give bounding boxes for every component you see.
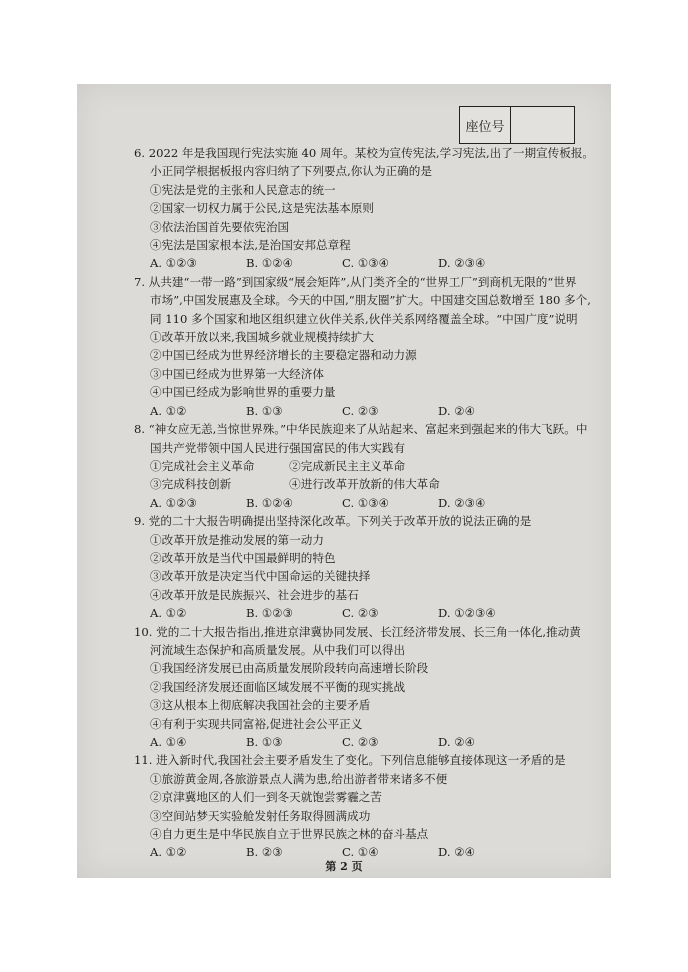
question-list [134,144,604,862]
question-10 [134,623,604,752]
seat-label: 座位号 [460,107,511,143]
option-c: C. ①③④ [342,256,390,271]
statement: ②改革开放是当代中国最鲜明的特色 [150,550,336,565]
statement: ③改革开放是决定当代中国命运的关键抉择 [150,569,371,584]
statement: ②中国已经成为世界经济增长的主要稳定器和动力源 [150,348,417,363]
option-d: D. ①②③④ [438,606,496,621]
statement: ④宪法是国家根本法,是治国安邦总章程 [150,238,351,253]
question-stem: 6. 2022 年是我国现行宪法实施 40 周年。某校为宣传宪法,学习宪法,出了一期宣传板报。 [134,146,595,160]
question-stem: 国共产党带领中国人民进行强国富民的伟大实践有 [150,440,406,455]
page-number: 第 2 页 [325,860,363,873]
question-stem: 同 110 多个国家和地区组织建立伙伴关系,伙伴关系网络覆盖全球。“中国广度”说明 [150,311,578,326]
statement: ④改革开放是民族振兴、社会进步的基石 [150,587,359,602]
option-c: C. ②③ [342,606,379,621]
statement: ②京津冀地区的人们一到冬天就饱尝雾霾之苦 [150,790,382,805]
option-b: B. ①②③ [246,606,294,621]
question-stem: 小正同学根据板报内容归纳了下列要点,你认为正确的是 [150,164,432,179]
statement: ①改革开放以来,我国城乡就业规模持续扩大 [150,330,374,345]
statement: ④中国已经成为影响世界的重要力量 [150,385,336,400]
statement: ③中国已经成为世界第一大经济体 [150,366,324,381]
option-a: A. ①②③ [150,256,197,271]
statement: ③这从根本上彻底解决我国社会的主要矛盾 [150,698,371,713]
seat-blank [511,107,574,143]
statement: ①宪法是党的主张和人民意志的统一 [150,182,336,197]
statement: ①完成社会主义革命 ②完成新民主主义革命 [150,458,406,473]
statement: ③完成科技创新 ④进行改革开放新的伟大革命 [150,477,440,492]
statement: ①改革开放是推动发展的第一动力 [150,532,324,547]
statement: ②国家一切权力属于公民,这是宪法基本原则 [150,201,374,216]
option-a: A. ①② [150,845,187,860]
option-a: A. ①②③ [150,495,197,510]
question-stem: 9. 党的二十大报告明确提出坚持深化改革。下列关于改革开放的说法正确的是 [134,514,532,529]
option-b: B. ①③ [246,735,283,749]
answer-options [134,733,604,751]
question-stem: 市场”,中国发展惠及全球。今天的中国,“朋友圈”扩大。中国建交国总数增至 180 多个, [150,293,591,308]
statement: ③依法治国首先要依宪治国 [150,219,290,234]
question-stem: 河流域生态保护和高质量发展。从中我们可以得出 [150,642,406,657]
option-a: A. ①④ [150,735,187,749]
option-b: B. ①③ [246,403,283,418]
question-7 [134,273,604,420]
answer-options [134,604,604,622]
option-c: C. ①④ [342,845,379,860]
question-6 [134,144,604,273]
statement: ①旅游黄金周,各旅游景点人满为患,给出游者带来诸多不便 [150,771,448,786]
statement: ②我国经济发展还面临区域发展不平衡的现实挑战 [150,679,406,694]
seat-number-box [459,106,575,144]
question-stem: 8. “神女应无恙,当惊世界殊。”中华民族迎来了从站起来、富起来到强起来的伟大飞跃。中 [134,422,588,437]
option-b: B. ①②④ [246,256,294,271]
question-stem: 10. 党的二十大报告指出,推进京津冀协同发展、长江经济带发展、长三角一体化,推动黄 [134,624,581,639]
question-stem: 7. 从共建“一带一路”到国家级“展会矩阵”,从门类齐全的“世界工厂”到商机无限的“世界 [134,274,577,289]
question-9 [134,512,604,622]
statement: ④自力更生是中华民族自立于世界民族之林的奋斗基点 [150,827,429,842]
answer-options [134,402,604,420]
option-c: C. ①③④ [342,495,390,510]
statement: ①我国经济发展已由高质量发展阶段转向高速增长阶段 [150,661,429,676]
option-d: D. ②③④ [438,495,486,510]
option-d: D. ②④ [438,735,476,749]
question-stem: 11. 进入新时代,我国社会主要矛盾发生了变化。下列信息能够直接体现这一矛盾的是 [134,753,566,768]
option-c: C. ②③ [342,403,379,418]
option-d: D. ②④ [438,403,476,418]
question-11 [134,751,604,861]
statement: ④有利于实现共同富裕,促进社会公平正义 [150,716,363,731]
option-a: A. ①② [150,606,187,621]
answer-options [134,254,604,272]
answer-options [134,494,604,512]
option-b: B. ①②④ [246,495,294,510]
statement: ③空间站梦天实验舱发射任务取得圆满成功 [150,808,371,823]
question-8 [134,420,604,512]
option-b: B. ②③ [246,845,283,860]
option-d: D. ②④ [438,845,476,860]
option-d: D. ②③④ [438,256,486,271]
option-a: A. ①② [150,403,187,418]
option-c: C. ②③ [342,735,379,749]
